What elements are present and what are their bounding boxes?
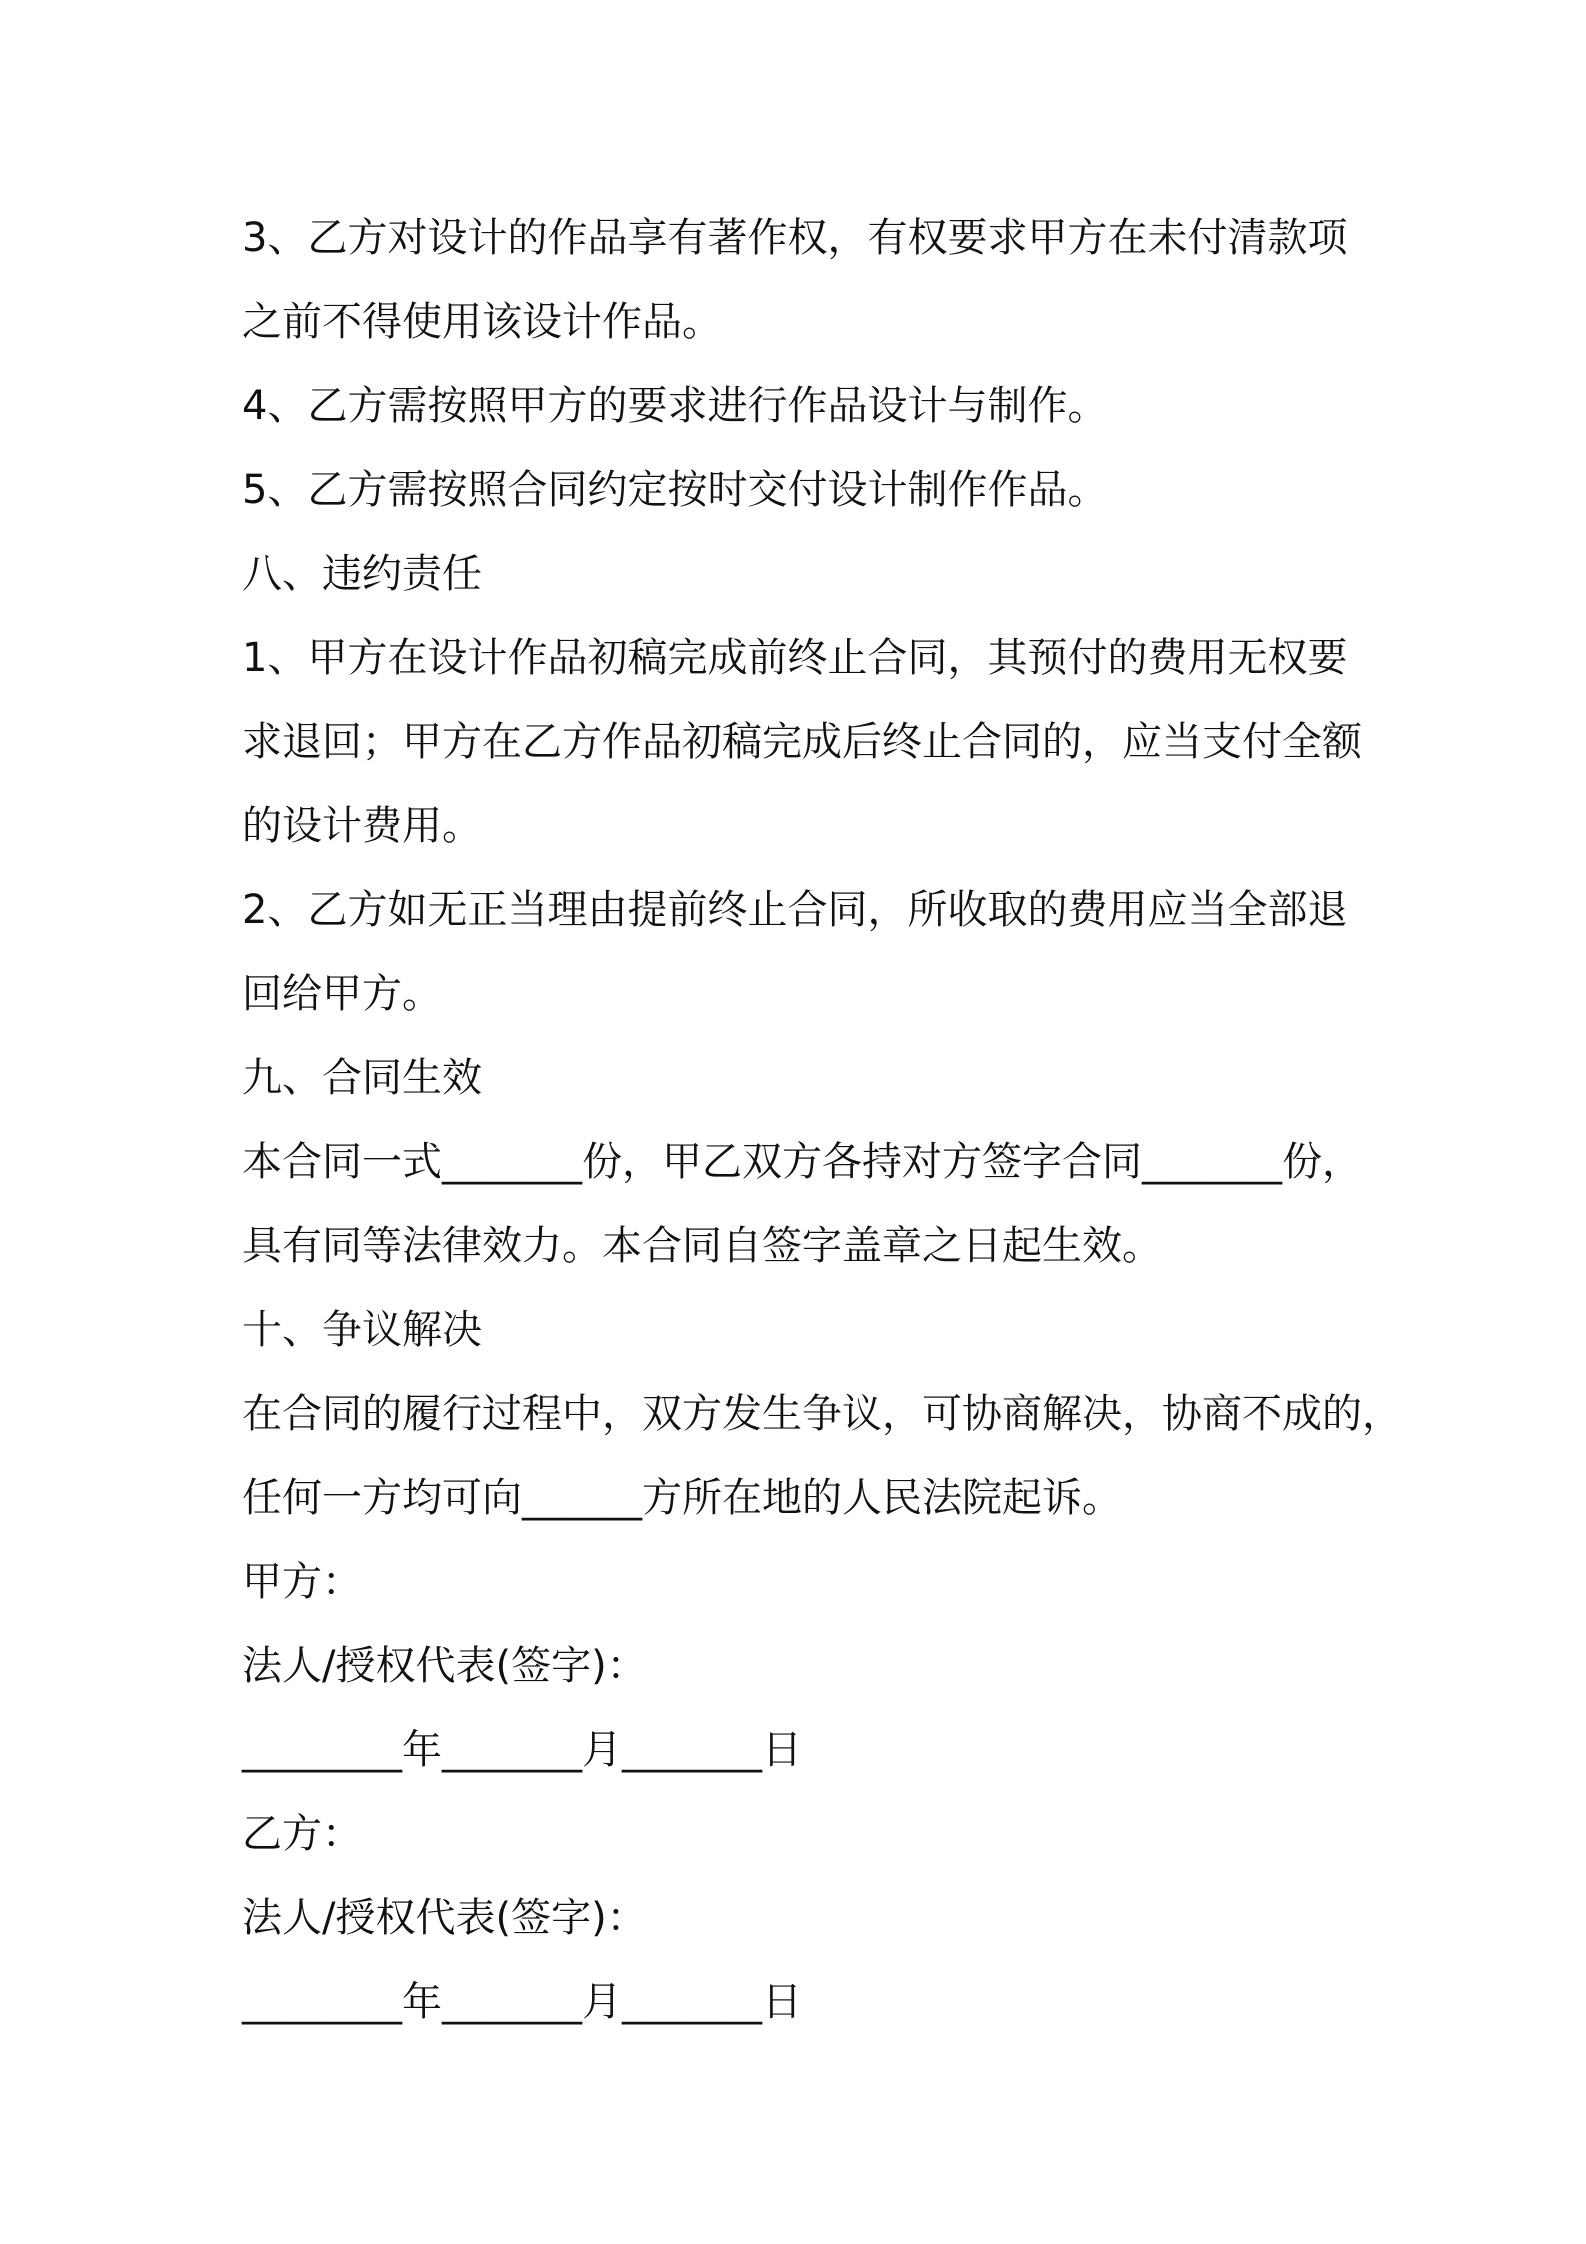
clause-7-3-line-2: 之前不得使用该设计作品。 [242, 299, 722, 345]
section-heading-dispute: 十、争议解决 [242, 1307, 482, 1353]
contract-text [242, 196, 1402, 2044]
section-heading-breach: 八、违约责任 [242, 551, 482, 597]
clause-8-2-line-1: 2、乙方如无正当理由提前终止合同，所收取的费用应当全部退 [242, 887, 1348, 933]
party-b-label: 乙方： [242, 1811, 362, 1857]
effectiveness-line-1: 本合同一式_______份，甲乙双方各持对方签字合同_______份， [242, 1139, 1362, 1185]
party-a-date-line: ________年_______月_______日 [242, 1727, 802, 1773]
clause-7-3-line-1: 3、乙方对设计的作品享有著作权，有权要求甲方在未付清款项 [242, 215, 1348, 261]
clause-7-5: 5、乙方需按照合同约定按时交付设计制作作品。 [242, 467, 1108, 513]
clause-7-4: 4、乙方需按照甲方的要求进行作品设计与制作。 [242, 383, 1108, 429]
dispute-line-1: 在合同的履行过程中，双方发生争议，可协商解决，协商不成的， [242, 1391, 1402, 1437]
dispute-line-2: 任何一方均可向______方所在地的人民法院起诉。 [242, 1475, 1122, 1521]
section-heading-effectiveness: 九、合同生效 [242, 1055, 482, 1101]
party-a-label: 甲方： [242, 1559, 362, 1605]
party-b-date-line: ________年_______月_______日 [242, 1979, 802, 2025]
clause-8-1-line-2: 求退回；甲方在乙方作品初稿完成后终止合同的，应当支付全额 [242, 719, 1362, 765]
effectiveness-line-2: 具有同等法律效力。本合同自签字盖章之日起生效。 [242, 1223, 1162, 1269]
party-b-representative-label: 法人/授权代表(签字)： [242, 1895, 647, 1941]
clause-8-1-line-1: 1、甲方在设计作品初稿完成前终止合同，其预付的费用无权要 [242, 635, 1348, 681]
party-a-representative-label: 法人/授权代表(签字)： [242, 1643, 647, 1689]
clause-8-1-line-3: 的设计费用。 [242, 803, 482, 849]
clause-8-2-line-2: 回给甲方。 [242, 971, 442, 1017]
